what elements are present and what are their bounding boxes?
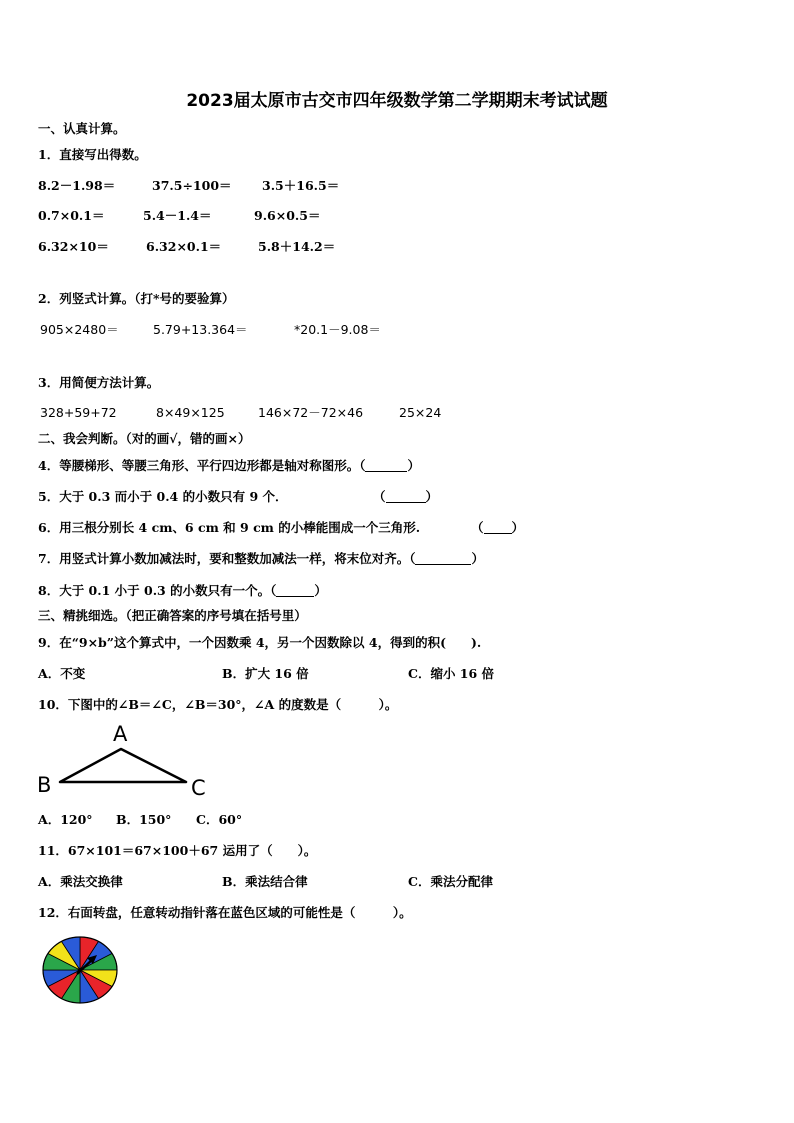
q11-option-b[interactable]: B．乘法结合律 <box>222 874 308 889</box>
q3-item: 328+59+72 <box>40 405 117 420</box>
q8-close: ） <box>314 583 327 598</box>
spinner-wheel <box>41 935 119 1005</box>
q6-open: （ <box>471 520 484 535</box>
q11-text: 11．67×101＝67×100＋67 运用了（ ）。 <box>38 843 317 858</box>
q9-option-a[interactable]: A．不变 <box>38 666 86 681</box>
q1-label: 1．直接写出得数。 <box>38 147 147 162</box>
q4 <box>38 458 420 474</box>
q6 <box>38 520 420 536</box>
answer-blank[interactable] <box>365 459 407 472</box>
q9-option-c[interactable]: C．缩小 16 倍 <box>408 666 495 681</box>
q6-answer <box>471 520 524 536</box>
q4-close: ） <box>407 458 420 473</box>
q10-option-c[interactable]: C．60° <box>196 812 243 827</box>
section2-heading: 二、我会判断。（对的画√，错的画×） <box>38 431 251 446</box>
q3-item: 8×49×125 <box>156 405 225 420</box>
q4-text: 4．等腰梯形、等腰三角形、平行四边形都是轴对称图形。（ <box>38 458 366 473</box>
q5-close: ） <box>425 489 439 504</box>
q5-open: （ <box>373 489 386 504</box>
q5-answer <box>373 489 438 505</box>
q1-item: 37.5÷100＝ <box>152 178 232 193</box>
q3-item: 25×24 <box>399 405 442 420</box>
q3-label: 3．用简便方法计算。 <box>38 375 160 390</box>
q9-option-b[interactable]: B．扩大 16 倍 <box>222 666 309 681</box>
q2-item: 5.79+13.364＝ <box>153 322 248 337</box>
q12-text: 12．右面转盘，任意转动指针落在蓝色区域的可能性是（ ）。 <box>38 905 412 920</box>
q7 <box>38 551 484 567</box>
q10-option-b[interactable]: B．150° <box>116 812 172 827</box>
q3-item: 146×72－72×46 <box>258 405 364 420</box>
q6-text: 6．用三根分别长 4 cm、6 cm 和 9 cm 的小棒能围成一个三角形. <box>38 520 421 535</box>
vertex-label-a: A <box>113 722 128 746</box>
q6-close: ） <box>511 520 525 535</box>
q11-option-a[interactable]: A．乘法交换律 <box>38 874 123 889</box>
q11-option-c[interactable]: C．乘法分配律 <box>408 874 493 889</box>
section3-heading: 三、精挑细选。（把正确答案的序号填在括号里） <box>38 608 307 623</box>
q1-item: 6.32×0.1＝ <box>146 239 222 254</box>
answer-blank[interactable] <box>276 584 314 597</box>
q1-item: 6.32×10＝ <box>38 239 109 254</box>
q8 <box>38 583 327 599</box>
spinner-hub <box>78 968 82 972</box>
q2-item: 905×2480＝ <box>40 322 119 337</box>
q10-text: 10．下图中的∠B＝∠C，∠B＝30°，∠A 的度数是（ ）。 <box>38 697 398 712</box>
q1-item: 5.8＋14.2＝ <box>258 239 336 254</box>
q1-item: 5.4－1.4＝ <box>143 208 212 223</box>
page-title: 2023届太原市古交市四年级数学第二学期期末考试试题 <box>186 91 608 111</box>
q8-text: 8．大于 0.1 小于 0.3 的小数只有一个。（ <box>38 583 277 598</box>
vertex-label-b: B <box>37 773 52 797</box>
answer-blank[interactable] <box>386 490 426 503</box>
q2-item: *20.1－9.08＝ <box>294 322 381 337</box>
q1-item: 0.7×0.1＝ <box>38 208 105 223</box>
q1-item: 9.6×0.5＝ <box>254 208 321 223</box>
section1-heading: 一、认真计算。 <box>38 121 126 136</box>
answer-blank[interactable] <box>415 552 471 565</box>
q5-text: 5．大于 0.3 而小于 0.4 的小数只有 9 个． <box>38 489 288 504</box>
q7-close: ） <box>471 551 484 566</box>
q5 <box>38 489 288 505</box>
triangle-abc <box>60 749 186 782</box>
q1-item: 8.2－1.98＝ <box>38 178 116 193</box>
answer-blank[interactable] <box>484 521 512 534</box>
q10-option-a[interactable]: A．120° <box>38 812 93 827</box>
q7-text: 7．用竖式计算小数加减法时，要和整数加减法一样，将末位对齐。（ <box>38 551 416 566</box>
q2-label: 2．列竖式计算。（打*号的要验算） <box>38 291 235 306</box>
vertex-label-c: C <box>191 776 206 800</box>
q9-text: 9．在“9×b”这个算式中，一个因数乘 4，另一个因数除以 4，得到的积( ). <box>38 635 482 650</box>
q1-item: 3.5＋16.5＝ <box>262 178 340 193</box>
